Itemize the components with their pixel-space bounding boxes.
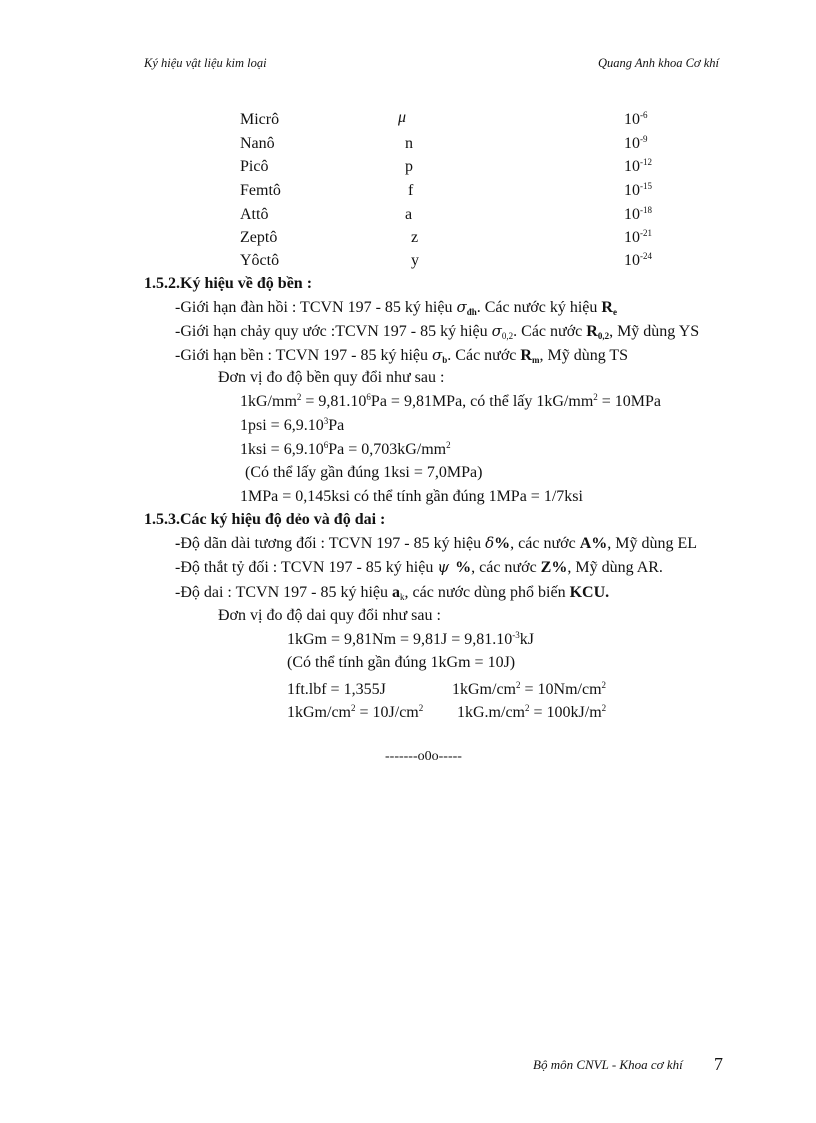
section-heading: 1.5.3.Các ký hiệu độ dẻo và độ dai :	[144, 511, 386, 528]
footer-text: Bộ môn CNVL - Khoa cơ khí	[533, 1057, 683, 1072]
unit-name: Zeptô	[240, 229, 278, 246]
unit-value: $10^{-21}$	[624, 228, 652, 246]
conversion-line: 1ft.lbf = 1,355J	[287, 681, 386, 698]
unit-name: Picô	[240, 158, 269, 175]
conversion-line: $1kGm/cm^2 = 10J/cm^2$	[287, 703, 424, 721]
conversion-line: $1kG.m/cm^2 = 100kJ/m^2$	[457, 703, 607, 721]
toughness-unit-intro: Đơn vị đo độ dai quy đổi như sau :	[218, 607, 441, 624]
page-number: 7	[714, 1054, 723, 1074]
header-left: Ký hiệu vật liệu kim loại	[144, 56, 267, 70]
elongation-line: -Độ dãn dài tương đối : TCVN 197 - 85 ký hiệu δ%, các nước A%, Mỹ dùng EL	[175, 534, 698, 552]
conversion-line: $1ksi = 6,9.10^6Pa = 0,703kG/mm^2$	[240, 440, 451, 458]
unit-name: Nanô	[240, 135, 275, 152]
conversion-line: 1MPa = 0,145ksi có thể tính gần đúng 1MPa = 1/7ksi	[240, 488, 583, 505]
unit-symbol: y	[411, 252, 419, 269]
tensile-strength-line: -Giới hạn bền : TCVN 197 - 85 ký hiệu $\sigma_b$. Các nước $R_m$, Mỹ dùng TS	[175, 346, 629, 365]
unit-symbol: a	[405, 206, 413, 223]
section-heading: 1.5.2.Ký hiệu về độ bền :	[144, 275, 313, 292]
unit-value: $10^{-9}$	[624, 134, 648, 152]
unit-value: $10^{-24}$	[624, 251, 652, 269]
unit-symbol: f	[408, 182, 414, 199]
unit-value: $10^{-12}$	[624, 157, 652, 175]
unit-name: Femtô	[240, 182, 281, 199]
unit-symbol: μ	[398, 109, 407, 126]
toughness-line: -Độ dai : TCVN 197 - 85 ký hiệu $a_k$, các nước dùng phổ biến KCU.	[175, 584, 610, 602]
unit-symbol: z	[411, 229, 419, 246]
conversion-line: $1kGm = 9,81Nm = 9,81J = 9,81.10^{-3}kJ$	[287, 630, 535, 648]
conversion-line: $1psi = 6,9.10^3Pa$	[240, 416, 345, 434]
approximation-note: (Có thể tính gần đúng 1kGm = 10J)	[287, 654, 516, 671]
conversion-line: $1kG/mm^2 = 9,81.10^6Pa = 9,81MPa$, có thể lấy $1kG/mm^2 = 10MPa$	[240, 392, 662, 410]
unit-symbol: p	[405, 158, 413, 175]
unit-name: Micrô	[240, 111, 280, 128]
unit-symbol: n	[405, 135, 413, 152]
yield-limit-line: -Giới hạn chảy quy ước :TCVN 197 - 85 ký hiệu $\sigma_{0,2}$. Các nước $R_{0,2}$, Mỹ dùng YS	[175, 322, 700, 341]
unit-name: Yôctô	[240, 252, 280, 269]
header-right: Quang Anh khoa Cơ khí	[597, 56, 719, 70]
reduction-area-line: -Độ thắt tỷ đối : TCVN 197 - 85 ký hiệu ψ %, các nước Z%, Mỹ dùng AR.	[175, 558, 663, 576]
section-separator: -------o0o-----	[385, 749, 462, 764]
unit-value: $10^{-18}$	[624, 205, 652, 223]
unit-value: $10^{-15}$	[624, 181, 652, 199]
unit-name: Attô	[240, 206, 269, 223]
conversion-line: $1kGm/cm^2 = 10Nm/cm^2$	[452, 680, 607, 698]
approximation-note: (Có thể lấy gần đúng 1ksi = 7,0MPa)	[245, 464, 483, 481]
unit-value: $10^{-6}$	[624, 110, 648, 128]
elastic-limit-line: -Giới hạn đàn hồi : TCVN 197 - 85 ký hiệu $\sigma_{đh}$. Các nước ký hiệu $R_e$	[175, 298, 617, 317]
strength-unit-intro: Đơn vị đo độ bền quy đổi như sau :	[218, 369, 445, 386]
